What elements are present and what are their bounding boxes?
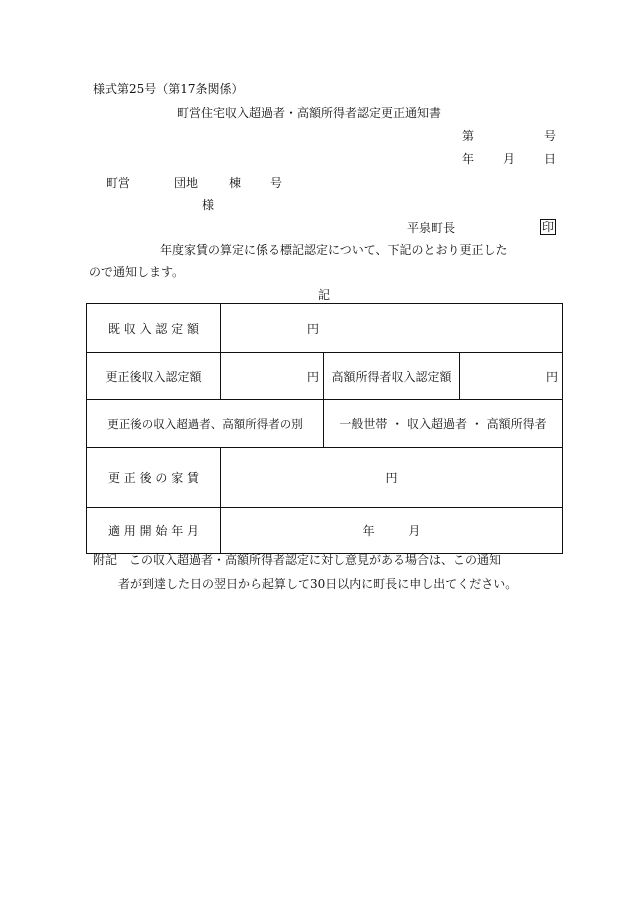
start-month-label: 適 用 開 始 年 月 xyxy=(87,508,221,554)
date-day-label: 日 xyxy=(544,152,557,166)
high-income-yen: 円 xyxy=(460,353,563,400)
address-estate: 団地 xyxy=(174,176,199,190)
revised-income-yen: 円 xyxy=(221,353,324,400)
body-line-1: 年度家賃の算定に係る標記認定について、下記のとおり更正した xyxy=(160,243,508,257)
existing-income-label: 既 収 入 認 定 額 xyxy=(87,304,221,353)
ki-heading: 記 xyxy=(318,288,331,302)
note-line-1: 附記 この収入超過者・高額所得者認定に対し意見がある場合は、この通知 xyxy=(93,553,502,567)
table-row xyxy=(87,353,563,400)
existing-income-yen: 円 xyxy=(307,321,320,336)
address-building: 棟 xyxy=(229,176,242,190)
doc-number-suffix: 号 xyxy=(544,129,557,143)
start-year-label: 年 xyxy=(362,524,375,538)
note-line-2: 者が到達した日の翌日から起算して30日以内に町長に申し出てください。 xyxy=(118,577,518,591)
address-room: 号 xyxy=(270,176,283,190)
table-row xyxy=(87,304,563,353)
table-row xyxy=(87,448,563,508)
address-town: 町営 xyxy=(106,176,131,190)
document-title: 町営住宅収入超過者・高額所得者認定更正通知書 xyxy=(177,106,442,120)
revised-rent-label: 更 正 後 の 家 賃 xyxy=(87,448,221,508)
classification-label: 更正後の収入超過者、高額所得者の別 xyxy=(87,400,324,448)
date-year-label: 年 xyxy=(462,152,475,166)
issuer-name: 平泉町長 xyxy=(407,221,456,235)
addressee-honorific: 様 xyxy=(202,198,215,212)
table-row xyxy=(87,508,563,554)
start-month-cell xyxy=(221,508,563,554)
start-month-unit: 月 xyxy=(408,524,421,538)
table-row xyxy=(87,400,563,448)
date-month-label: 月 xyxy=(503,152,516,166)
classification-options: 一般世帯 ・ 収入超過者 ・ 高額所得者 xyxy=(324,400,563,448)
seal-mark: 印 xyxy=(542,220,555,234)
form-number: 様式第25号（第17条関係） xyxy=(93,82,244,96)
existing-income-cell xyxy=(221,304,563,353)
doc-number-prefix: 第 xyxy=(462,129,475,143)
high-income-label: 高額所得者収入認定額 xyxy=(324,353,460,400)
revised-income-label: 更正後収入認定額 xyxy=(87,353,221,400)
body-line-2: ので通知します。 xyxy=(89,265,185,279)
revised-rent-yen: 円 xyxy=(221,448,563,508)
certification-table xyxy=(86,303,563,554)
